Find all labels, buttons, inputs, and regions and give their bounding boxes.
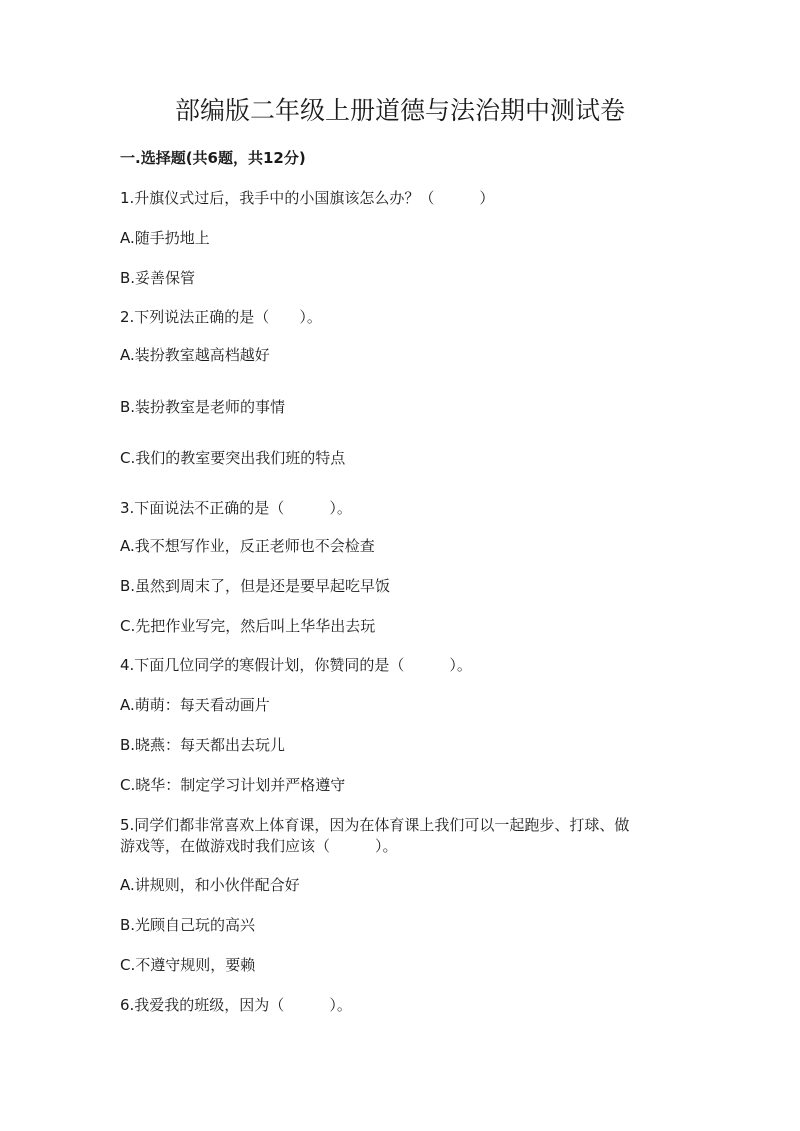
question-5-stem-line-1: 5.同学们都非常喜欢上体育课，因为在体育课上我们可以一起跑步、打球、做 — [120, 816, 630, 834]
question-4-stem: 4.下面几位同学的寒假计划，你赞同的是（ ）。 — [120, 656, 472, 674]
question-2-stem: 2.下列说法正确的是（ ）。 — [120, 308, 322, 326]
question-4-option-c: C.晓华：制定学习计划并严格遵守 — [120, 776, 346, 794]
question-5-option-b: B.光顾自己玩的高兴 — [120, 916, 256, 934]
exam-title: 部编版二年级上册道德与法治期中测试卷 — [174, 96, 625, 125]
question-2-option-b: B.装扮教室是老师的事情 — [120, 398, 286, 416]
question-3-option-a: A.我不想写作业，反正老师也不会检查 — [120, 537, 375, 555]
question-2-option-c: C.我们的教室要突出我们班的特点 — [120, 449, 346, 467]
question-1-stem: 1.升旗仪式过后，我手中的小国旗该怎么办？（ ） — [120, 189, 495, 207]
question-5-option-a: A.讲规则，和小伙伴配合好 — [120, 876, 300, 894]
question-6-stem: 6.我爱我的班级，因为（ ）。 — [120, 996, 352, 1014]
question-1-option-a: A.随手扔地上 — [120, 229, 210, 247]
section-heading: 一.选择题(共6题，共12分) — [120, 149, 306, 167]
question-4-option-b: B.晓燕：每天都出去玩儿 — [120, 736, 286, 754]
question-3-option-b: B.虽然到周末了，但是还是要早起吃早饭 — [120, 577, 391, 595]
question-4-option-a: A.萌萌：每天看动画片 — [120, 696, 270, 714]
question-3-stem: 3.下面说法不正确的是（ ）。 — [120, 499, 352, 517]
question-5-stem-line-2: 游戏等，在做游戏时我们应该（ ）。 — [120, 837, 398, 855]
question-3-option-c: C.先把作业写完，然后叫上华华出去玩 — [120, 617, 376, 635]
question-1-option-b: B.妥善保管 — [120, 269, 196, 287]
question-2-option-a: A.装扮教室越高档越好 — [120, 346, 270, 364]
question-5-option-c: C.不遵守规则，要赖 — [120, 956, 256, 974]
